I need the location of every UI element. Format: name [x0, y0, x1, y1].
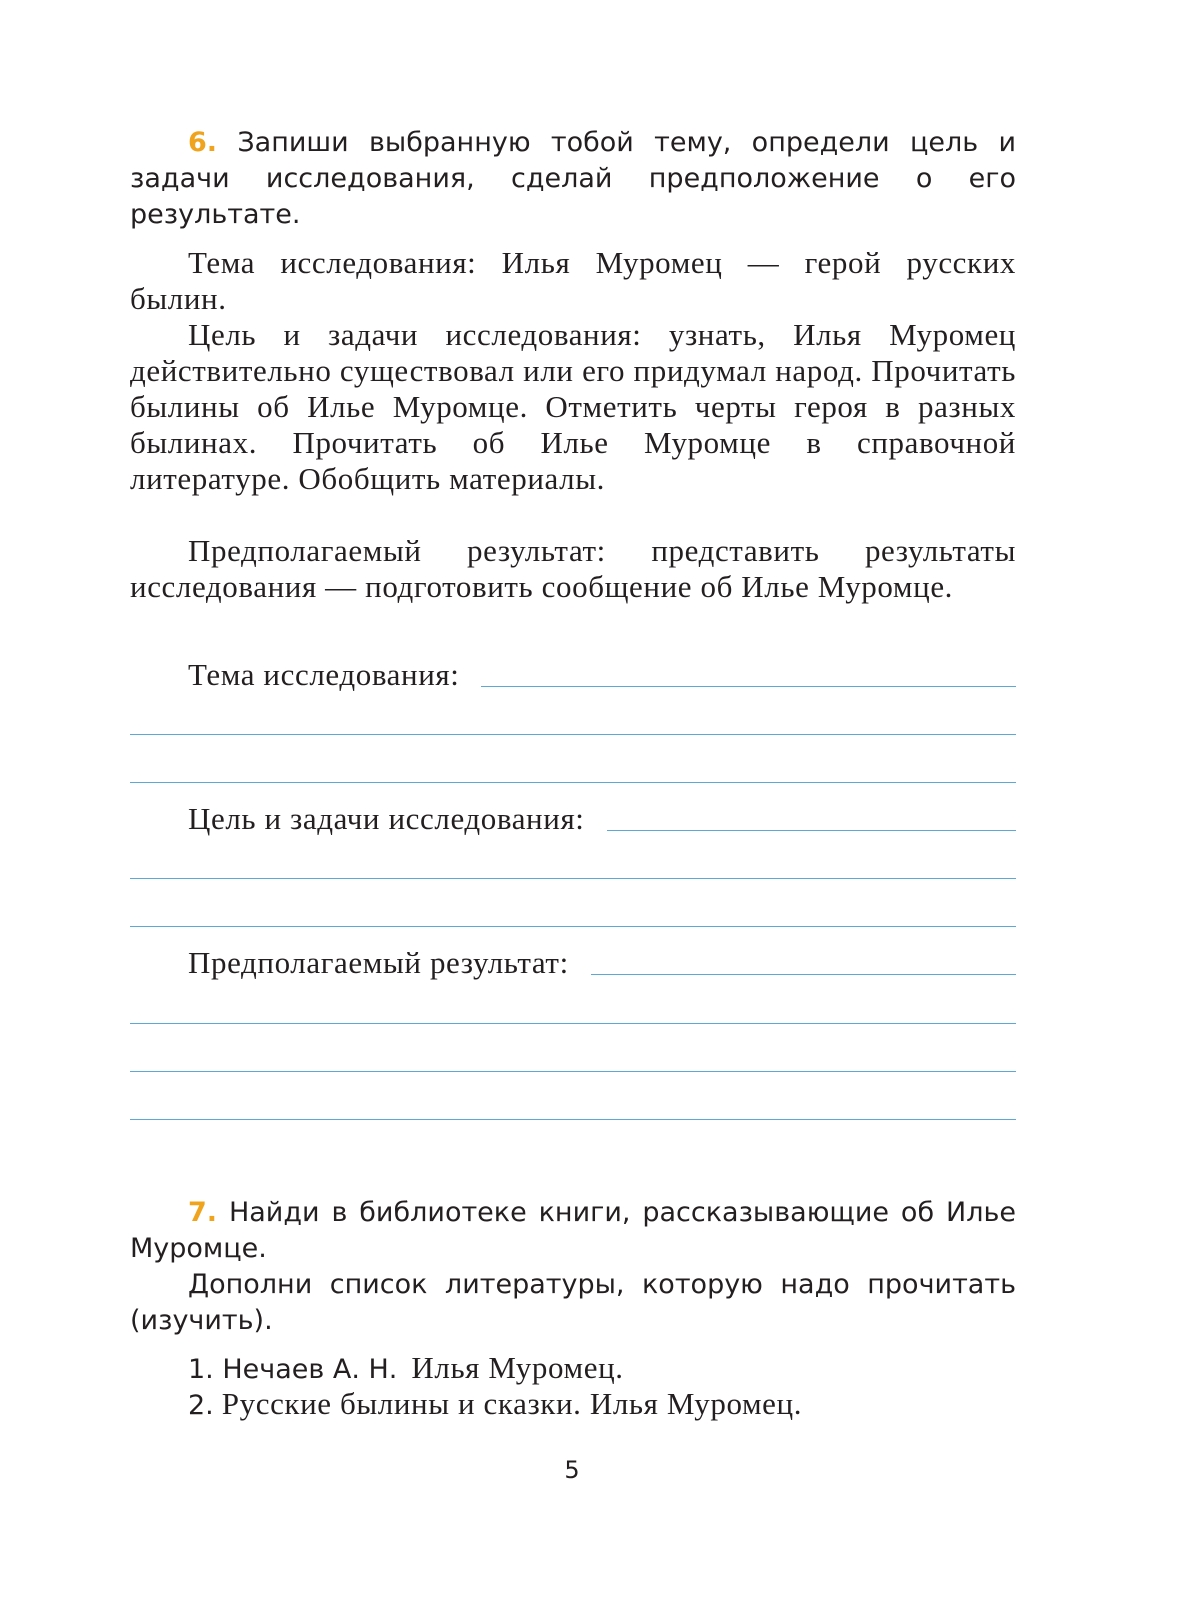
topic-field-line[interactable]: [481, 686, 1016, 687]
goals-write-line-1[interactable]: [130, 878, 1016, 879]
task-6-number: 6.: [188, 127, 218, 158]
example-topic: Тема исследования: Илья Муромец — герой русских былин.: [130, 245, 1016, 316]
result-write-line-1[interactable]: [130, 1023, 1016, 1024]
result-field-line[interactable]: [591, 974, 1016, 975]
result-field-row: [130, 945, 1016, 981]
task-7-instruction: [130, 1195, 1016, 1267]
book-list-item-2: [188, 1386, 802, 1428]
result-field-label: Предполагаемый результат:: [188, 945, 569, 980]
result-write-line-3[interactable]: [130, 1119, 1016, 1120]
book-2-title: Русские былины и сказки. Илья Муромец.: [221, 1386, 803, 1421]
topic-field-row: [130, 657, 1016, 693]
book-1-title: Илья Муромец.: [411, 1350, 624, 1385]
book-2-prefix: 2.: [188, 1390, 214, 1421]
goals-field-line[interactable]: [607, 830, 1016, 831]
goals-field-label: Цель и задачи исследования:: [188, 801, 585, 836]
page-number: 5: [564, 1456, 580, 1484]
task-6-instruction-text: Запиши выбранную тобой тему, определи цель и задачи исследования, сделай предположение о его результате.: [130, 127, 1016, 230]
goals-field-row: [130, 801, 1016, 837]
example-result: Предполагаемый результат: представить результаты исследования — подготовить сообщение об Илье Муромце.: [130, 533, 1016, 604]
example-goals: Цель и задачи исследования: узнать, Илья Муромец действительно существовал или его придумал народ. Прочитать былины об Илье Муромце. Отметить черты героя в разных былинах. Прочитать об Илье Муромце в справочной литературе. Обобщить материалы.: [130, 317, 1016, 496]
task-7-instruction-2: Дополни список литературы, которую надо прочитать (изучить).: [130, 1269, 1016, 1336]
task-7-instruction-text: Найди в библиотеке книги, рассказывающие об Илье Муромце.: [130, 1197, 1016, 1264]
book-1-prefix: 1. Нечаев А. Н.: [188, 1354, 398, 1385]
result-write-line-2[interactable]: [130, 1071, 1016, 1072]
goals-write-line-2[interactable]: [130, 926, 1016, 927]
topic-write-line-2[interactable]: [130, 782, 1016, 783]
task-6-instruction: [130, 125, 1016, 233]
topic-field-label: Тема исследования:: [188, 657, 460, 692]
topic-write-line-1[interactable]: [130, 734, 1016, 735]
task-7-number: 7.: [188, 1197, 218, 1228]
